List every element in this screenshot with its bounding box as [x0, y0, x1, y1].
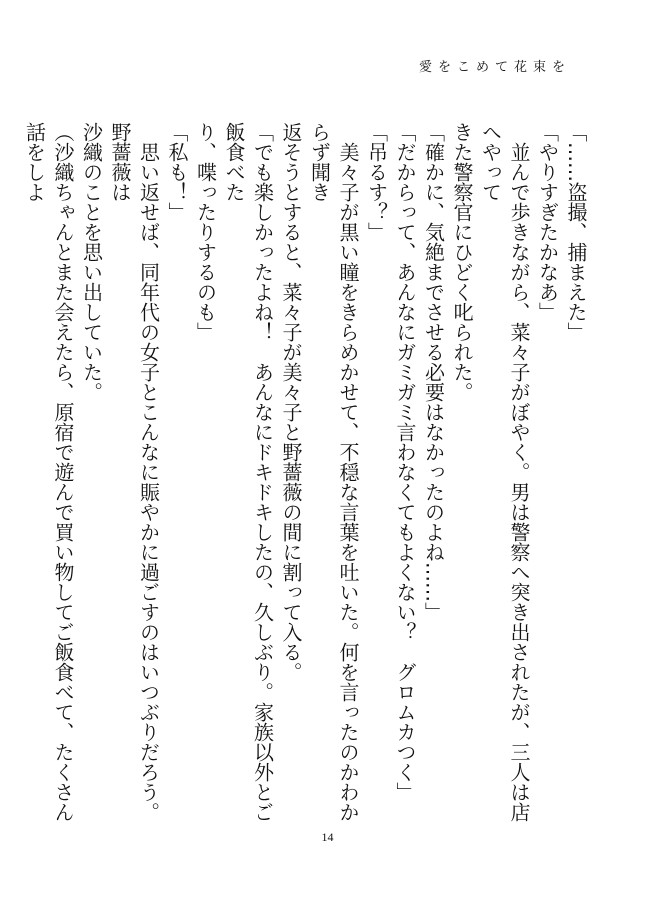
text-line: 「確かに、気絶までさせる必要はなかったのよね……」: [421, 122, 446, 622]
page-number: 14: [321, 830, 334, 844]
text-line: 思い返せば、同年代の女子とこんなに賑やかに過ごすのはいつぶりだろう。野薔薇は: [108, 122, 161, 822]
text-line: 「だからって、あんなにガミガミ言わなくてもよくない？ グロムカつく」: [393, 122, 417, 802]
text-line: 「やりすぎたかなあ」: [535, 122, 560, 322]
text-line: 「吊るす？」: [364, 122, 389, 242]
text-line: 「でも楽しかったよね！ あんなにドキドキしたの、久しぶり。家族以外とご飯食べた: [222, 122, 275, 822]
text-line: きた警察官にひどく叱られた。: [450, 122, 474, 402]
text-line: 返そうとすると、菜々子が美々子と野薔薇の間に割って入る。: [279, 122, 303, 682]
text-line: 美々子が黒い瞳をきらめかせて、不穏な言葉を吐いた。何を言ったのかわからず聞き: [307, 122, 360, 822]
body-text: [22, 122, 590, 822]
text-line: 「……盗撮、捕まえた」: [564, 122, 588, 342]
text-line: （沙織ちゃんとまた会えたら、原宿で遊んで買い物してご飯食べて、たくさん話をしよ: [22, 122, 75, 822]
text-line: り、喋ったりするのも」: [193, 122, 218, 342]
running-header: 愛をこめて花束を: [418, 60, 571, 75]
text-line: 並んで歩きながら、菜々子がぼやく。男は警察へ突き出されたが、三人は店へやって: [478, 122, 531, 822]
text-line: 「私も！」: [165, 122, 189, 222]
text-line: 沙織のことを思い出していた。: [79, 122, 104, 402]
